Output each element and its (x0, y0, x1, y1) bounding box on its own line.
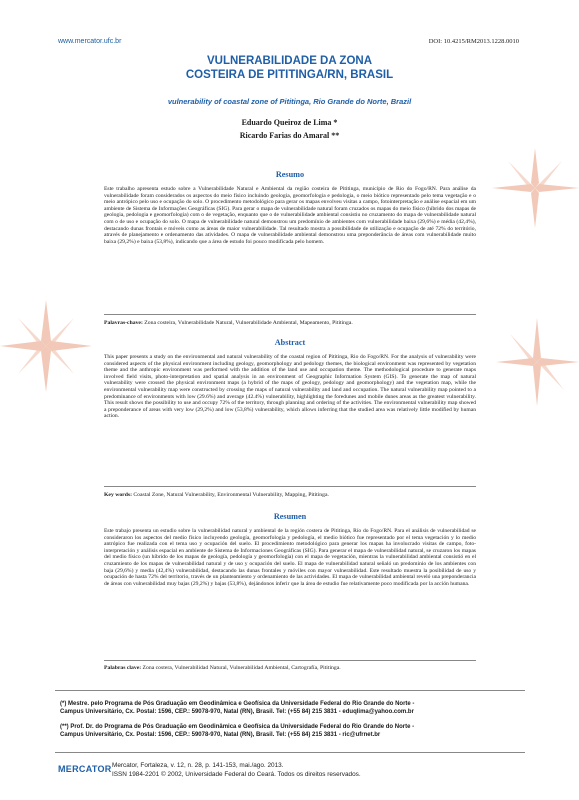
footnote-2 (60, 723, 520, 739)
resumen-heading: Resumen (273, 512, 307, 521)
divider (55, 690, 525, 691)
kw-label: Palavras-chave: (104, 320, 143, 326)
resumo-text: Este trabalho apresenta estudo sobre a Vulnerabilidade Natural e Ambiental da região costeira de Pititinga, município de Rio do Fogo/RN. Para análise da vulnerabilidade foram considerados os aspectos do meio físico incluindo geologia, geomorfologia e pedologia, o meio biótico representado pelo tema vegetação e o meio antrópico pelo uso e ocupação do solo. O procedimento metodológico para gerar os mapas envolveu visitas a campo, fotointerpretação e análise espacial em um ambiente de Sistema de Informações Geográficas (SIG). Para gerar o mapa de vulnerabilidade natural foram cruzados os mapas do meio físico (híbrido dos mapas de geologia, pedologia e geomorfologia) com o de vegetação, enquanto que o de vulnerabilidade ambiental consistiu no cruzamento do mapa de vulnerabilidade natural com o de uso e ocupação do solo. O mapa de vulnerabilidade natural demonstrou um predomínio de ambientes com vulnerabilidade baixa (29,6%) e média (42,4%), destacando dunas frontais e móveis como as áreas de maior vulnerabilidade. Tal resultado mostra a possibilidade de utilização e ocupação de até 72% do território, através de planejamento e ordenamento das atividades. O mapa de vulnerabilidade ambiental demonstrou uma preponderância de áreas com vulnerabilidade muito baixa (29,2%) e baixa (53,8%), indicando que a área de estudo foi pouco modificada pelo homem. (104, 186, 476, 245)
footnote-1-line-2: Campus Universitário, Cx. Postal: 1596, CEP.: 59078-970, Natal (RN), Brasil. Tel: (+55 84) 215 3831 - eduqlima@yahoo.com.br (60, 709, 414, 715)
divider (104, 660, 476, 661)
abstract-section (104, 338, 476, 420)
mercator-logo: MERCATOR (58, 764, 112, 774)
abstract-text: This paper presents a study on the environmental and natural vulnerability of the coastal region of Pititinga, Rio do Fogo/RN. For the analysis of vulnerability were considered aspects of the physical environment including geology, geomorphology and pedology themes, the biological environment was represented by vegetation theme and the anthropic environment was performed with the addition of the land use and occupation theme. The methodological procedure to generate maps involved field visits, photo-interpretation and spatial analysis in an environment of Geographic Information System (GIS). To generate the map of natural vulnerability were crossed the physical environment maps (a hybrid of the maps of geology, pedology and geomorphology) and the vegetation map, while the environmental vulnerability map were constructed by crossing the maps of natural vulnerability and land and occupation. The natural vulnerability map pointed to a predominance of environments with low (29.6%) and average (42.4%) vulnerability, highlighting the foredunes and mobile dunes areas as the greatest vulnerability. This result shows the possibility to use and occupy 72% of the territory, through planning and ordering of the activities. The environmental vulnerability map showed a preponderance of areas with very low (29,2%) and low (53,8%) vulnerability, which allows inferring that the studied area was relatively little modified by human action. (104, 354, 476, 420)
palabras-clave (104, 665, 476, 671)
kw-label: Key words: (104, 492, 132, 498)
resumen-text: Este trabajo presenta un estudio sobre la vulnerabilidad natural y ambiental de la región costera de Pititinga, Río do Fogo/RN. Para el análisis de vulnerabilidad se consideraron los aspectos del medio físico incluyendo geología, geomorfología y pedología, el medio biótico fue representado por el tema vegetación y lo medio antrópico fue realizada con el tema uso y ocupación del suelo. El procedimiento metodológico para generar los mapas ha involucrado visitas de campo, foto-interpretación y análisis espacial en ambiente de Sistema de Informaciones Geográficas (SIG). Para generar el mapa de vulnerabilidad natural, se cruzaron los mapas del medio físico (un híbrido de los mapas de geología, pedología y geomorfología) con el mapa de vegetación, mientras la vulnerabilidad ambiental consistió en el cruzamiento de los mapas de vulnerabilidad natural y de uso y ocupación del suelo. El mapa de vulnerabilidad natural señaló un predominio de los ambientes con baja (29,6%) y media (42,4%) vulnerabilidad, destacando las dunas frontales y móviles con mayor vulnerabilidad. Este resultado muestra la posibilidad de uso y ocupación de hasta 72% del territorio, través de un planteamiento y ordenamiento de las actividades. El mapa de vulnerabilidad ambiental reveló una preponderancia de áreas con vulnerabilidad muy bajas (29,2%) y bajas (53,8%), dejándonos inferir que la área de estudio fue relativamente poco modificada por la acción humana. (104, 528, 476, 587)
author-2: Ricardo Farias do Amaral ** (239, 131, 340, 140)
divider (104, 486, 476, 487)
citation (112, 761, 361, 779)
compass-rose-icon (492, 148, 579, 228)
citation-line-2: ISSN 1984-2201 © 2002, Universidade Federal do Ceará. Todos os direitos reservados. (112, 771, 361, 778)
kw-label: Palabras clave: (104, 665, 142, 671)
palavras-chave (104, 320, 476, 326)
compass-rose-icon (0, 300, 92, 392)
resumo-section (104, 170, 476, 245)
title-line-2: COSTEIRA DE PITITINGA/RN, BRASIL (185, 69, 394, 81)
divider (55, 752, 525, 753)
key-words (104, 492, 476, 498)
citation-line-1: Mercator, Fortaleza, v. 12, n. 28, p. 141-153, mai./ago. 2013. (112, 762, 284, 769)
resumo-heading: Resumo (275, 170, 305, 179)
doi: DOI: 10.4215/RM2013.1228.0010 (428, 38, 519, 45)
authors (0, 116, 579, 142)
kw-text: Zona costera, Vulnerabilidad Natural, Vulnerabilidad Ambiental, Cartografía, Pititinga. (142, 665, 341, 671)
journal-url[interactable]: www.mercator.ufc.br (58, 38, 122, 45)
article-title (0, 54, 579, 82)
footnote-2-line-2: Campus Universitário, Cx. Postal: 1596, CEP.: 59078-970, Natal (RN), Brasil. Tel: (+55 84) 215 3831 - ric@ufrnet.br (60, 732, 381, 738)
footnote-1-line-1: (*) Mestre. pelo Programa de Pós Graduação em Geodinâmica e Geofísica da Universidade Federal do Rio Grande do Norte - (60, 701, 415, 707)
abstract-heading: Abstract (274, 338, 306, 347)
kw-text: Zona costeira, Vulnerabilidade Natural, Vulnerabilidade Ambiental, Mapeamento, Pititinga. (144, 320, 353, 326)
footnote-2-line-1: (**) Prof. Dr. do Programa de Pós Graduação em Geodinâmica e Geofísica da Universidade Federal do Rio Grande do Norte - (60, 724, 415, 730)
author-1: Eduardo Queiroz de Lima * (241, 118, 338, 127)
title-line-1: VULNERABILIDADE DA ZONA (206, 55, 373, 67)
english-title: vulnerability of coastal zone of Pititinga, Rio Grande do Norte, Brazil (167, 97, 412, 106)
divider (104, 314, 476, 315)
footnote-1 (60, 700, 520, 716)
kw-text: Coastal Zone, Natural Vulnerability, Environmental Vulnerability, Mapping, Pititinga. (133, 492, 329, 498)
compass-rose-icon (496, 318, 579, 406)
resumen-section (104, 512, 476, 587)
